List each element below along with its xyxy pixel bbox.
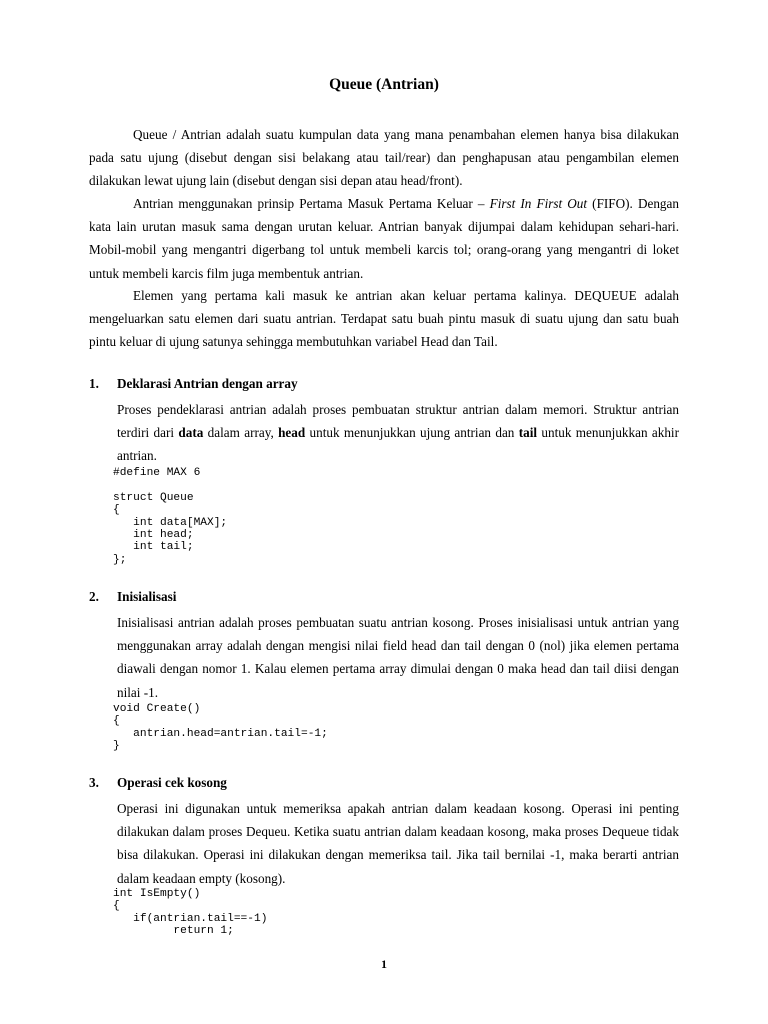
section-1-text-part: Proses pendeklarasi antrian adalah proses pembuatan struktur antrian dalam memori. Struktur antrian terdiri dari xyxy=(117,402,679,441)
section-1-bold-data: data xyxy=(178,425,204,441)
section-1-text-part: untuk menunjukkan akhir antrian. xyxy=(117,425,679,464)
intro-paragraph-2 xyxy=(89,192,679,285)
section-3-number: 3. xyxy=(89,775,99,790)
page-title: Queue (Antrian) xyxy=(329,76,439,93)
page-number: 1 xyxy=(381,957,387,971)
intro-paragraph-1: Queue / Antrian adalah suatu kumpulan data yang mana penambahan elemen hanya bisa dilakukan pada satu ujung (disebut dengan sisi belakang atau tail/rear) dan penghapusan atau pengambilan elemen dilakukan lewat ujung lain (disebut dengan sisi depan atau head/front). xyxy=(89,127,679,189)
intro-p2-before: Antrian menggunakan prinsip Pertama Masuk Pertama Keluar – xyxy=(133,196,490,211)
section-2-title: Inisialisasi xyxy=(117,589,177,604)
section-2-text: Inisialisasi antrian adalah proses pembuatan suatu antrian kosong. Proses inisialisasi untuk antrian yang menggunakan array adalah dengan mengisi nilai field head dan tail dengan 0 (nol) jika elemen pertama diawali dengan nomor 1. Kalau elemen pertama array dimulai dengan 0 maka head dan tail diisi dengan nilai -1. xyxy=(117,615,679,700)
section-1-bold-head: head xyxy=(278,425,306,441)
section-1-bold-tail: tail xyxy=(518,425,538,441)
intro-p2-italic: First In First Out xyxy=(489,196,588,211)
section-1-text-part: untuk menunjukkan ujung antrian dan xyxy=(305,425,519,441)
section-1-text xyxy=(117,398,679,468)
section-3-title: Operasi cek kosong xyxy=(117,775,227,790)
section-1-code-block: #define MAX 6 struct Queue { int data[MAX]; int head; int tail; }; xyxy=(113,467,228,566)
section-3-code-block: int IsEmpty() { if(antrian.tail==-1) return 1; xyxy=(113,888,268,938)
intro-paragraph-3: Elemen yang pertama kali masuk ke antrian akan keluar pertama kalinya. DEQUEUE adalah mengeluarkan satu elemen dari suatu antrian. Terdapat satu buah pintu masuk di suatu ujung dan satu buah pintu keluar di ujung satunya sehingga membutuhkan variabel Head dan Tail. xyxy=(89,288,679,350)
section-2-code-block: void Create() { antrian.head=antrian.tail=-1; } xyxy=(113,703,328,753)
section-3-heading xyxy=(89,775,227,791)
section-1-title: Deklarasi Antrian dengan array xyxy=(117,376,298,391)
section-1-number: 1. xyxy=(89,376,99,391)
section-1-text-part: dalam array, xyxy=(203,425,279,441)
section-3-text: Operasi ini digunakan untuk memeriksa apakah antrian dalam keadaan kosong. Operasi ini penting dilakukan dalam proses Dequeu. Ketika suatu antrian dalam keadaan kosong, maka proses Dequeue tidak bisa dilakukan. Operasi ini dilakukan dengan memeriksa tail. Jika tail bernilai -1, maka berarti antrian dalam keadaan empty (kosong). xyxy=(117,801,679,886)
section-1-heading xyxy=(89,376,298,392)
section-2-number: 2. xyxy=(89,589,99,604)
intro-p2-after: (FIFO). Dengan kata lain urutan masuk sama dengan urutan keluar. Antrian banyak dijumpai dalam kehidupan sehari-hari. Mobil-mobil yang mengantri digerbang tol untuk membeli karcis tol; orang-orang yang mengantri di loket untuk membeli karcis film juga membentuk antrian. xyxy=(89,196,679,281)
section-2-heading xyxy=(89,589,176,605)
